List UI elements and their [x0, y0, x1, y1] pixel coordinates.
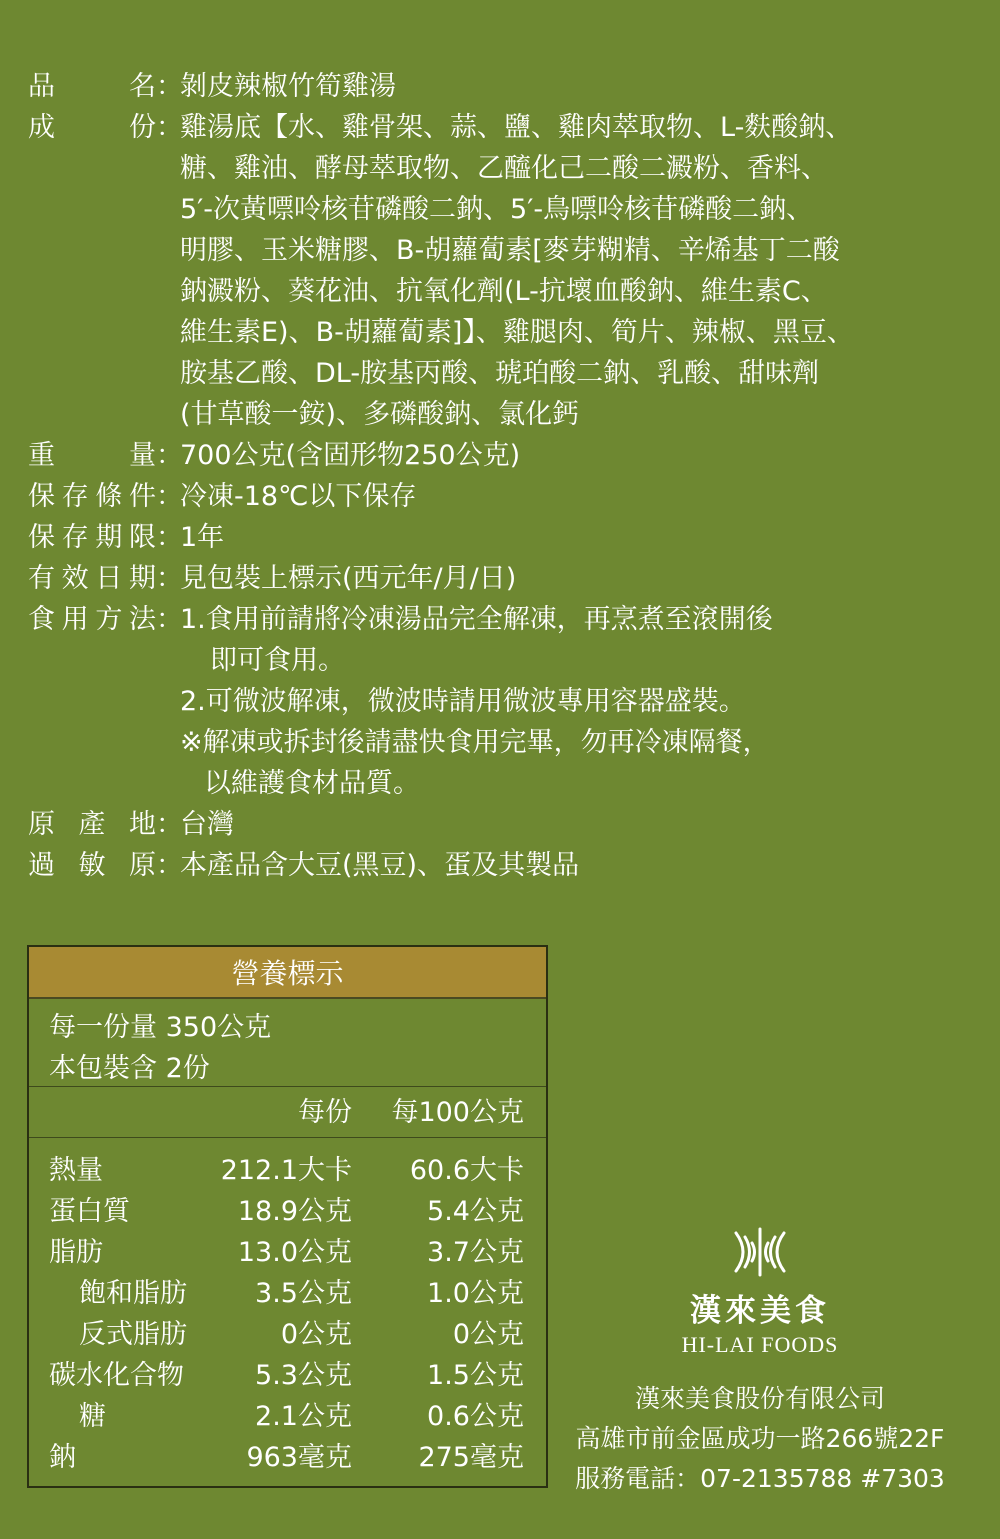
ingredients-value: 雞湯底【水、雞骨架、蒜、鹽、雞肉萃取物、L-麩酸鈉、 糖、雞油、酵母萃取物、乙醯化己二酸二澱粉、香料、 5′-次黃嘌呤核苷磷酸二鈉、5′-鳥嘌呤核苷磷酸二鈉、 明膠、玉米糖膠、B-胡蘿蔔素[麥芽糊精、辛烯基丁二酸 鈉澱粉、葵花油、抗氧化劑(L-抗壞血酸鈉、維生素C、 維生素E)、B-胡蘿蔔素]】、雞腿肉、筍片、辣椒、黑豆、 胺基乙酸、DL-胺基丙酸、琥珀酸二鈉、乳酸、甜味劑 (甘草酸一銨)、多磷酸鈉、氯化鈣 — [180, 112, 854, 430]
origin-value: 台灣 — [180, 809, 234, 840]
usage-value: 1.食用前請將冷凍湯品完全解凍，再烹煮至滾開後 即可食用。 2.可微波解凍，微波時請用微波專用容器盛裝。 ※解凍或拆封後請盡快食用完畢，勿再冷凍隔餐， 以維護食材品質。 — [180, 604, 773, 799]
brand-name-en: HI-LAI FOODS — [681, 1332, 839, 1357]
brand-name-cn: 漢來美食 — [690, 1293, 830, 1329]
shelf-life-label: 保 存 期 限 — [28, 522, 156, 553]
company-info — [560, 1379, 960, 1499]
storage-value: 冷凍-18℃以下保存 — [180, 481, 417, 512]
table-row: 反式脂肪 0公克 0公克 — [79, 1319, 524, 1350]
allergen-row: 過 敏 原 ： 本產品含大豆(黑豆)、蛋及其製品 — [28, 845, 978, 886]
table-row: 蛋白質 18.9公克 5.4公克 — [49, 1196, 524, 1227]
nutrition-title: 營養標示 — [29, 947, 546, 999]
serving-size: 每一份量 350公克 — [49, 1012, 272, 1043]
weight-row: 重 量 ： 700公克(含固形物250公克) — [28, 435, 978, 476]
weight-label: 重 量 — [28, 440, 156, 471]
allergen-label: 過 敏 原 — [28, 850, 156, 881]
product-info — [28, 66, 978, 886]
nutrition-column-headers — [29, 1087, 546, 1138]
table-row: 熱量 212.1大卡 60.6大卡 — [49, 1155, 524, 1186]
ingredients-label: 成 份 — [28, 112, 156, 143]
allergen-value: 本產品含大豆(黑豆)、蛋及其製品 — [180, 850, 580, 881]
nutrition-serving-info — [29, 999, 546, 1087]
expiry-row: 有 效 日 期 ： 見包裝上標示(西元年/月/日) — [28, 558, 978, 599]
table-row: 鈉 963毫克 275毫克 — [49, 1442, 524, 1473]
origin-row: 原 產 地 ： 台灣 — [28, 804, 978, 845]
hi-lai-logo-icon — [732, 1225, 788, 1279]
storage-row: 保 存 條 件 ： 冷凍-18℃以下保存 — [28, 476, 978, 517]
origin-label: 原 產 地 — [28, 809, 156, 840]
expiry-label: 有 效 日 期 — [28, 563, 156, 594]
table-row: 糖 2.1公克 0.6公克 — [79, 1401, 524, 1432]
ingredients-row: 成 份 ： 雞湯底【水、雞骨架、蒜、鹽、雞肉萃取物、L-麩酸鈉、 糖、雞油、酵母萃取物、乙醯化己二酸二澱粉、香料、 5′-次黃嘌呤核苷磷酸二鈉、5′-鳥嘌呤核苷磷酸二鈉、 明膠、玉米糖膠、B-胡蘿蔔素[麥芽糊精、辛烯基丁二酸 鈉澱粉、葵花油、抗氧化劑(L-抗壞血酸鈉、維生素C、 維生素E)、B-胡蘿蔔素]】、雞腿肉、筍片、辣椒、黑豆、 胺基乙酸、DL-胺基丙酸、琥珀酸二鈉、乳酸、甜味劑 (甘草酸一銨)、多磷酸鈉、氯化鈣 — [28, 107, 978, 435]
storage-label: 保 存 條 件 — [28, 481, 156, 512]
col-per-100g: 每100公克 — [391, 1097, 524, 1128]
company-phone: 服務電話：07-2135788 #7303 — [575, 1464, 945, 1493]
table-row: 飽和脂肪 3.5公克 1.0公克 — [79, 1278, 524, 1309]
servings-per-package: 本包裝含 2份 — [49, 1053, 210, 1084]
table-row: 碳水化合物 5.3公克 1.5公克 — [49, 1360, 524, 1391]
col-per-serving: 每份 — [298, 1097, 352, 1128]
product-name-row: 品 名 ： 剝皮辣椒竹筍雞湯 — [28, 66, 978, 107]
nutrition-rows — [29, 1138, 546, 1478]
product-name-value: 剝皮辣椒竹筍雞湯 — [180, 71, 396, 102]
shelf-life-row: 保 存 期 限 ： 1年 — [28, 517, 978, 558]
company-address: 高雄市前金區成功一路266號22F — [575, 1424, 945, 1453]
product-name-label: 品 名 — [28, 71, 156, 102]
brand-logo — [675, 1225, 845, 1358]
nutrition-table — [27, 945, 548, 1488]
usage-row: 食 用 方 法 ： 1.食用前請將冷凍湯品完全解凍，再烹煮至滾開後 即可食用。 2.可微波解凍，微波時請用微波專用容器盛裝。 ※解凍或拆封後請盡快食用完畢，勿再冷凍隔餐， 以維護食材品質。 — [28, 599, 978, 804]
table-row: 脂肪 13.0公克 3.7公克 — [49, 1237, 524, 1268]
shelf-life-value: 1年 — [180, 522, 225, 553]
usage-label: 食 用 方 法 — [28, 604, 156, 635]
weight-value: 700公克(含固形物250公克) — [180, 440, 521, 471]
expiry-value: 見包裝上標示(西元年/月/日) — [180, 563, 517, 594]
company-name: 漢來美食股份有限公司 — [634, 1384, 885, 1413]
